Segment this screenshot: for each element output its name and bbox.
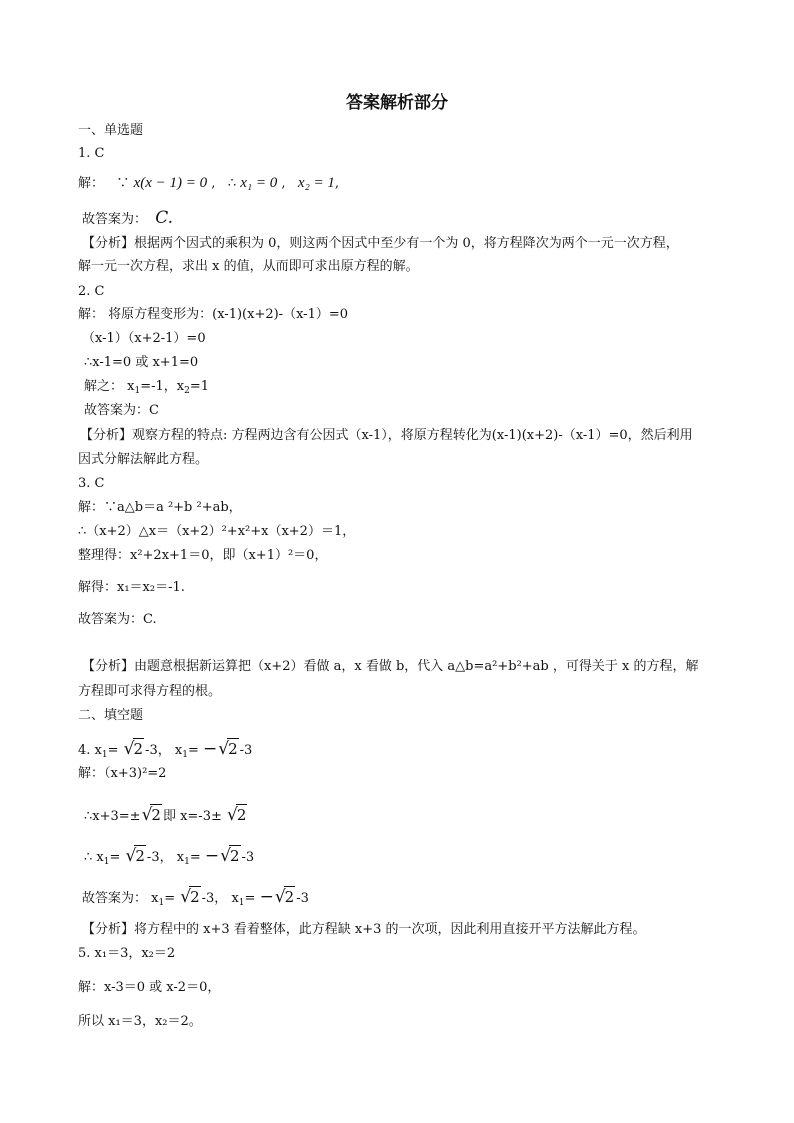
page-title: 答案解析部分 [346,93,448,113]
q4-answer-line: 故答案为： $x_1= √2$ -3， $x_1= -√2$ -3 [82,887,309,908]
q1-solution-line: 解： ∵ x(x − 1) = 0 , ∴ x₁ = 0 , x₂ = 1, [78,175,340,191]
q3-line-4: 解得：x₁＝x₂＝-1. [78,580,185,595]
q4-x1-label: x [174,743,183,758]
q1-sol-label: 解： [78,176,105,191]
q1-answer: C. [155,208,174,228]
q3-number: 3. C [78,476,105,491]
sqrt-symbol: √2 [218,739,238,759]
subscript: 1 [103,857,110,867]
q2-line-5: 故答案为：C [84,403,159,418]
q1-equation: x(x − 1) = 0 [133,175,208,191]
equals: = [187,743,199,758]
q4-number: 4. x [78,743,102,758]
q1-x2: x₂ = 1 [297,175,335,191]
q2-line-4 [84,377,209,401]
q3-analysis: 【分析】由题意根据新运算把（x+2）看做 a，x 看做 b，代入 a△b=a²+b²+ab ，可得关于 x 的方程，解 [82,659,699,674]
q3-line-3: 整理得：x²+2x+1＝0，即（x+1）²＝0， [78,548,328,563]
q5-number: 5. x₁＝3，x₂＝2 [78,946,176,961]
because-symbol: ∵ [116,176,130,191]
sqrt-symbol: √2 [141,805,161,825]
q3-line-1: 解：∵a△b＝a ²+b ²+ab， [78,500,242,515]
q2-x1-val: =-1，x [140,379,185,394]
q2-analysis-cont: 因式分解法解此方程。 [78,452,209,467]
q2-line-1: 解： 将原方程变形为：(x-1)(x+2)-（x-1）=0 [78,307,349,322]
section-heading-fill-blank: 二、填空题 [78,708,144,723]
subscript: 1 [158,898,165,908]
sqrt-symbol: √2 [220,846,240,866]
sqrt-symbol: √2 [125,846,145,866]
q4-analysis: 【分析】将方程中的 x+3 看着整体，此方程缺 x+3 的一次项，因此利用直接开平方法解此方程。 [82,922,646,937]
q1-answer-label: 故答案为： [82,212,148,227]
therefore-symbol: ∴ [227,176,237,191]
q1-answer-line [82,208,173,230]
subscript: 1 [101,750,108,760]
q1-number: 1. C [78,146,105,161]
subscript: 2 [184,386,190,396]
subscript: 1 [238,898,245,908]
q1-x1: x₁ = 0 [240,175,278,191]
q2-line-3: ∴x-1=0 或 x+1=0 [84,355,199,370]
q5-line-2: 所以 x₁＝3，x₂＝2。 [78,1014,202,1029]
subscript: 1 [134,386,141,396]
q4-line-1: 解：（x+3)²=2 [78,766,167,781]
q3-analysis-cont: 方程即可求得方程的根。 [78,684,222,699]
sqrt-symbol: √2 [227,805,247,825]
q3-line-2: ∴（x+2）△x＝（x+2）²+x²+x（x+2）＝1， [78,524,356,539]
q1-analysis-cont: 解一元一次方程，求出 x 的值，从而即可求出原方程的解。 [78,259,419,274]
q4-number-line: 4. $x_1= √2$ -3， $x_1= -√2$ -3 [78,739,253,760]
sqrt-symbol: √2 [123,739,144,759]
q2-number: 2. C [78,284,105,299]
q1-analysis: 【分析】根据两个因式的乘积为 0，则这两个因式中至少有一个为 0，将方程降次为两个一元一次方程， [82,236,679,251]
subscript: 1 [182,750,188,760]
sqrt-symbol: √2 [274,887,295,907]
q3-line-5: 故答案为：C. [78,612,157,627]
q2-line-2: （x-1）（x+2-1）=0 [82,331,206,346]
minus: − [202,739,218,759]
q5-line-1: 解：x-3＝0 或 x-2＝0， [78,980,221,995]
q2-solve-label: 解之： x [84,379,135,394]
q4-line-2: ∴x+3=±√2 即 x=-3± √2 [84,805,247,825]
q2-x2-val: =1 [189,379,209,394]
q2-analysis: 【分析】观察方程的特点: 方程两边含有公因式（x-1），将原方程转化为(x-1)(x+2)-（x-1）=0，然后利用 [80,428,693,443]
section-heading-single-choice: 一、单选题 [78,123,144,138]
sqrt-symbol: √2 [180,887,200,907]
q4-line-3: ∴ $x_1= √2$ -3， $x_1= -√2$ -3 [84,846,255,867]
subscript: 1 [184,857,190,867]
equals: = [107,743,119,758]
